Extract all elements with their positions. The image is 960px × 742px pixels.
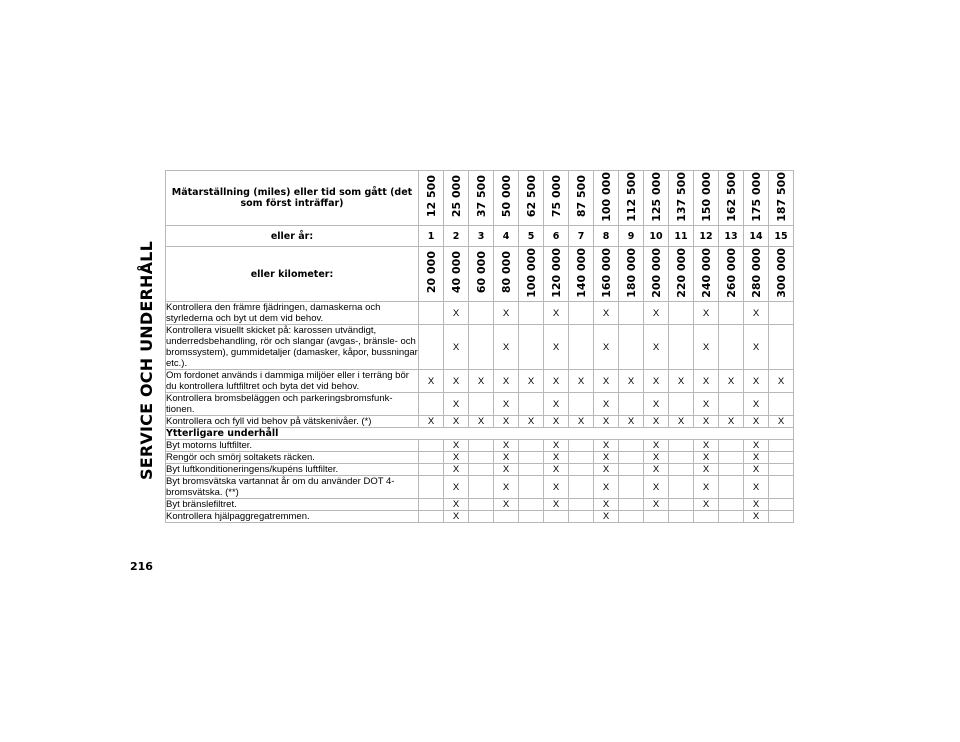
interval-mark: X — [544, 464, 569, 476]
interval-mark: X — [594, 452, 619, 464]
interval-mark: X — [444, 511, 469, 523]
table-row — [166, 393, 794, 416]
interval-mark — [769, 499, 794, 511]
interval-mark: X — [444, 302, 469, 325]
header-mileage-text: 87 500 — [574, 175, 588, 218]
task-description: Byt motorns luftfilter. — [166, 440, 419, 452]
interval-mark: X — [494, 476, 519, 499]
interval-mark — [719, 476, 744, 499]
header-kilometer — [519, 247, 544, 302]
header-kilometer — [719, 247, 744, 302]
task-description: Byt bromsvätska vartannat år om du använder DOT 4-bromsvätska. (**) — [166, 476, 419, 499]
interval-mark: X — [744, 393, 769, 416]
interval-mark: X — [469, 370, 494, 393]
interval-mark — [669, 393, 694, 416]
interval-mark: X — [494, 393, 519, 416]
header-year-label: eller år: — [166, 226, 419, 247]
interval-mark: X — [444, 440, 469, 452]
interval-mark — [619, 452, 644, 464]
interval-mark — [769, 440, 794, 452]
interval-mark — [719, 511, 744, 523]
interval-mark: X — [644, 302, 669, 325]
interval-mark: X — [494, 370, 519, 393]
interval-mark: X — [744, 499, 769, 511]
header-kilometer — [544, 247, 569, 302]
header-row-km — [166, 247, 794, 302]
header-mileage-text: 125 000 — [649, 171, 663, 222]
header-mileage-text: 25 000 — [449, 175, 463, 218]
interval-mark: X — [544, 452, 569, 464]
interval-mark: X — [444, 393, 469, 416]
header-kilometer-text: 40 000 — [449, 251, 463, 294]
header-year: 14 — [744, 226, 769, 247]
header-mileage-text: 75 000 — [549, 175, 563, 218]
header-mileage — [419, 171, 444, 226]
header-mileage — [444, 171, 469, 226]
interval-mark — [519, 499, 544, 511]
header-mileage-text: 187 500 — [774, 171, 788, 222]
header-mileage — [644, 171, 669, 226]
header-mileage-text: 150 000 — [699, 171, 713, 222]
header-kilometer-text: 20 000 — [424, 251, 438, 294]
header-mileage-text: 12 500 — [424, 175, 438, 218]
header-mileage — [494, 171, 519, 226]
interval-mark: X — [619, 370, 644, 393]
interval-mark — [694, 511, 719, 523]
interval-mark: X — [494, 416, 519, 428]
interval-mark — [669, 325, 694, 370]
header-kilometer — [619, 247, 644, 302]
interval-mark — [769, 393, 794, 416]
interval-mark: X — [719, 416, 744, 428]
interval-mark: X — [594, 325, 619, 370]
interval-mark — [469, 476, 494, 499]
interval-mark — [519, 476, 544, 499]
interval-mark — [469, 499, 494, 511]
interval-mark: X — [444, 476, 469, 499]
interval-mark — [569, 476, 594, 499]
interval-mark: X — [444, 416, 469, 428]
interval-mark: X — [644, 416, 669, 428]
interval-mark: X — [694, 325, 719, 370]
task-description: Kontrollera hjälpaggregatremmen. — [166, 511, 419, 523]
header-kilometer — [444, 247, 469, 302]
interval-mark: X — [444, 499, 469, 511]
interval-mark — [569, 452, 594, 464]
table-row — [166, 416, 794, 428]
task-description: Kontrollera visuellt skicket på: karossen utvändigt, underredsbehandling, rör och slangar (avgas-, bränsle- och bromssystem), gummidetaljer (damasker, kåpor, bussningar etc.). — [166, 325, 418, 369]
header-mileage — [669, 171, 694, 226]
task-description: Byt bränslefiltret. — [166, 499, 419, 511]
interval-mark — [544, 511, 569, 523]
interval-mark — [619, 325, 644, 370]
header-mileage — [569, 171, 594, 226]
interval-mark — [619, 393, 644, 416]
interval-mark — [619, 302, 644, 325]
interval-mark: X — [744, 452, 769, 464]
interval-mark: X — [569, 370, 594, 393]
interval-mark — [719, 464, 744, 476]
interval-mark — [494, 511, 519, 523]
header-year: 6 — [544, 226, 569, 247]
table-row — [166, 302, 794, 325]
interval-mark: X — [444, 464, 469, 476]
header-miles-label: Mätarställning (miles) eller tid som gått (det som först inträffar) — [166, 171, 419, 226]
task-description: Om fordonet används i dammiga miljöer eller i terräng bör du kontrollera luftfiltret och byta det vid behov. — [166, 370, 419, 393]
header-year: 15 — [769, 226, 794, 247]
header-year: 13 — [719, 226, 744, 247]
interval-mark — [619, 476, 644, 499]
page-number: 216 — [130, 560, 153, 573]
header-year: 12 — [694, 226, 719, 247]
interval-mark — [619, 511, 644, 523]
interval-mark: X — [744, 325, 769, 370]
header-kilometer — [569, 247, 594, 302]
header-mileage-text: 162 500 — [724, 171, 738, 222]
header-mileage-text: 50 000 — [499, 175, 513, 218]
interval-mark: X — [644, 393, 669, 416]
interval-mark — [669, 452, 694, 464]
interval-mark: X — [544, 440, 569, 452]
interval-mark: X — [594, 416, 619, 428]
interval-mark — [719, 325, 744, 370]
header-kilometer — [419, 247, 444, 302]
interval-mark — [519, 452, 544, 464]
interval-mark — [569, 302, 594, 325]
interval-mark — [569, 325, 594, 370]
interval-mark — [419, 476, 444, 499]
interval-mark: X — [444, 325, 469, 370]
side-section-title — [130, 160, 162, 560]
interval-mark: X — [544, 325, 569, 370]
header-year: 10 — [644, 226, 669, 247]
section-row — [166, 428, 794, 440]
interval-mark: X — [694, 476, 719, 499]
interval-mark: X — [694, 440, 719, 452]
interval-mark — [519, 393, 544, 416]
interval-mark: X — [619, 416, 644, 428]
header-year: 3 — [469, 226, 494, 247]
header-mileage — [694, 171, 719, 226]
header-kilometer-text: 60 000 — [474, 251, 488, 294]
interval-mark: X — [694, 393, 719, 416]
interval-mark — [519, 464, 544, 476]
header-kilometer-text: 240 000 — [699, 247, 713, 298]
interval-mark — [469, 464, 494, 476]
interval-mark: X — [444, 370, 469, 393]
interval-mark: X — [594, 370, 619, 393]
interval-mark — [469, 393, 494, 416]
interval-mark — [669, 440, 694, 452]
table-row — [166, 476, 794, 499]
header-kilometer — [769, 247, 794, 302]
task-description: Byt luftkonditioneringens/kupéns luftfilter. — [166, 464, 419, 476]
interval-mark — [619, 464, 644, 476]
interval-mark — [769, 476, 794, 499]
interval-mark: X — [644, 452, 669, 464]
interval-mark — [769, 452, 794, 464]
interval-mark: X — [744, 476, 769, 499]
header-km-label: eller kilometer: — [166, 247, 419, 302]
interval-mark: X — [694, 302, 719, 325]
interval-mark — [669, 464, 694, 476]
interval-mark — [719, 302, 744, 325]
interval-mark: X — [494, 325, 519, 370]
interval-mark: X — [694, 499, 719, 511]
section-heading: Ytterligare underhåll — [166, 428, 794, 440]
header-mileage-text: 175 000 — [749, 171, 763, 222]
header-mileage — [744, 171, 769, 226]
interval-mark — [619, 499, 644, 511]
header-year: 5 — [519, 226, 544, 247]
interval-mark: X — [694, 416, 719, 428]
interval-mark: X — [694, 370, 719, 393]
table-row — [166, 464, 794, 476]
interval-mark: X — [594, 476, 619, 499]
interval-mark — [569, 440, 594, 452]
header-mileage — [519, 171, 544, 226]
interval-mark: X — [544, 499, 569, 511]
header-mileage — [594, 171, 619, 226]
header-kilometer-text: 80 000 — [499, 251, 513, 294]
interval-mark — [469, 440, 494, 452]
header-kilometer — [744, 247, 769, 302]
header-year: 9 — [619, 226, 644, 247]
interval-mark — [419, 393, 444, 416]
header-kilometer-text: 120 000 — [549, 247, 563, 298]
interval-mark: X — [644, 440, 669, 452]
interval-mark — [519, 440, 544, 452]
interval-mark — [669, 499, 694, 511]
interval-mark: X — [694, 464, 719, 476]
header-year: 7 — [569, 226, 594, 247]
interval-mark: X — [544, 370, 569, 393]
header-kilometer — [644, 247, 669, 302]
interval-mark: X — [594, 440, 619, 452]
header-mileage-text: 37 500 — [474, 175, 488, 218]
interval-mark: X — [494, 464, 519, 476]
interval-mark — [419, 464, 444, 476]
interval-mark — [469, 325, 494, 370]
interval-mark — [769, 511, 794, 523]
table-row — [166, 325, 794, 370]
header-mileage — [769, 171, 794, 226]
header-mileage — [619, 171, 644, 226]
interval-mark: X — [494, 452, 519, 464]
interval-mark: X — [594, 499, 619, 511]
interval-mark — [769, 302, 794, 325]
interval-mark — [719, 440, 744, 452]
interval-mark: X — [744, 511, 769, 523]
interval-mark: X — [544, 393, 569, 416]
header-kilometer-text: 260 000 — [724, 247, 738, 298]
interval-mark — [419, 302, 444, 325]
interval-mark — [419, 511, 444, 523]
interval-mark — [519, 325, 544, 370]
interval-mark: X — [444, 452, 469, 464]
interval-mark: X — [644, 370, 669, 393]
header-kilometer-text: 140 000 — [574, 247, 588, 298]
interval-mark — [519, 511, 544, 523]
interval-mark: X — [669, 370, 694, 393]
interval-mark — [569, 499, 594, 511]
interval-mark — [469, 452, 494, 464]
header-year: 4 — [494, 226, 519, 247]
header-row-years — [166, 226, 794, 247]
interval-mark: X — [494, 440, 519, 452]
interval-mark: X — [744, 464, 769, 476]
interval-mark: X — [469, 416, 494, 428]
interval-mark: X — [519, 370, 544, 393]
header-row-miles — [166, 171, 794, 226]
interval-mark: X — [544, 476, 569, 499]
interval-mark — [719, 452, 744, 464]
header-year: 8 — [594, 226, 619, 247]
header-kilometer — [594, 247, 619, 302]
interval-mark: X — [719, 370, 744, 393]
interval-mark: X — [419, 370, 444, 393]
interval-mark — [644, 511, 669, 523]
task-description: Rengör och smörj soltakets räcken. — [166, 452, 419, 464]
header-year: 11 — [669, 226, 694, 247]
header-kilometer-text: 100 000 — [524, 247, 538, 298]
header-kilometer — [694, 247, 719, 302]
task-description: Kontrollera bromsbeläggen och parkeringsbromsfunk- tionen. — [166, 393, 419, 416]
table-row — [166, 440, 794, 452]
interval-mark — [469, 302, 494, 325]
interval-mark — [719, 393, 744, 416]
header-kilometer-text: 160 000 — [599, 247, 613, 298]
interval-mark: X — [644, 325, 669, 370]
header-mileage — [469, 171, 494, 226]
interval-mark: X — [769, 370, 794, 393]
interval-mark — [669, 476, 694, 499]
interval-mark: X — [494, 302, 519, 325]
table-row — [166, 511, 794, 523]
interval-mark — [569, 464, 594, 476]
interval-mark: X — [419, 416, 444, 428]
interval-mark: X — [769, 416, 794, 428]
header-kilometer — [494, 247, 519, 302]
interval-mark: X — [744, 302, 769, 325]
header-kilometer-text: 220 000 — [674, 247, 688, 298]
interval-mark: X — [494, 499, 519, 511]
interval-mark: X — [594, 511, 619, 523]
interval-mark: X — [544, 302, 569, 325]
interval-mark: X — [669, 416, 694, 428]
header-kilometer — [669, 247, 694, 302]
interval-mark — [419, 452, 444, 464]
header-year: 1 — [419, 226, 444, 247]
maintenance-schedule-table — [165, 170, 794, 523]
header-kilometer — [469, 247, 494, 302]
interval-mark: X — [694, 452, 719, 464]
interval-mark: X — [569, 416, 594, 428]
interval-mark — [419, 325, 444, 370]
header-kilometer-text: 300 000 — [774, 247, 788, 298]
interval-mark: X — [644, 476, 669, 499]
interval-mark — [469, 511, 494, 523]
table-row — [166, 370, 794, 393]
interval-mark: X — [644, 499, 669, 511]
interval-mark — [669, 302, 694, 325]
header-kilometer-text: 200 000 — [649, 247, 663, 298]
interval-mark: X — [744, 440, 769, 452]
task-description: Kontrollera och fyll vid behov på vätskenivåer. (*) — [166, 416, 419, 428]
interval-mark — [519, 302, 544, 325]
side-section-title-text: SERVICE OCH UNDERHÅLL — [136, 240, 156, 480]
interval-mark — [419, 440, 444, 452]
interval-mark — [569, 393, 594, 416]
interval-mark: X — [644, 464, 669, 476]
interval-mark: X — [744, 416, 769, 428]
interval-mark — [419, 499, 444, 511]
header-mileage — [544, 171, 569, 226]
header-mileage-text: 137 500 — [674, 171, 688, 222]
header-year: 2 — [444, 226, 469, 247]
interval-mark — [769, 325, 794, 370]
header-mileage-text: 100 000 — [599, 171, 613, 222]
interval-mark: X — [744, 370, 769, 393]
interval-mark: X — [594, 464, 619, 476]
interval-mark — [619, 440, 644, 452]
interval-mark: X — [594, 302, 619, 325]
interval-mark — [569, 511, 594, 523]
header-mileage-text: 62 500 — [524, 175, 538, 218]
interval-mark — [719, 499, 744, 511]
interval-mark: X — [594, 393, 619, 416]
header-kilometer-text: 180 000 — [624, 247, 638, 298]
interval-mark — [669, 511, 694, 523]
table-row — [166, 499, 794, 511]
header-mileage-text: 112 500 — [624, 171, 638, 222]
table-row — [166, 452, 794, 464]
interval-mark: X — [519, 416, 544, 428]
header-kilometer-text: 280 000 — [749, 247, 763, 298]
interval-mark: X — [544, 416, 569, 428]
task-description: Kontrollera den främre fjädringen, damaskerna och styrlederna och byt ut dem vid behov. — [166, 302, 419, 325]
interval-mark — [769, 464, 794, 476]
header-mileage — [719, 171, 744, 226]
